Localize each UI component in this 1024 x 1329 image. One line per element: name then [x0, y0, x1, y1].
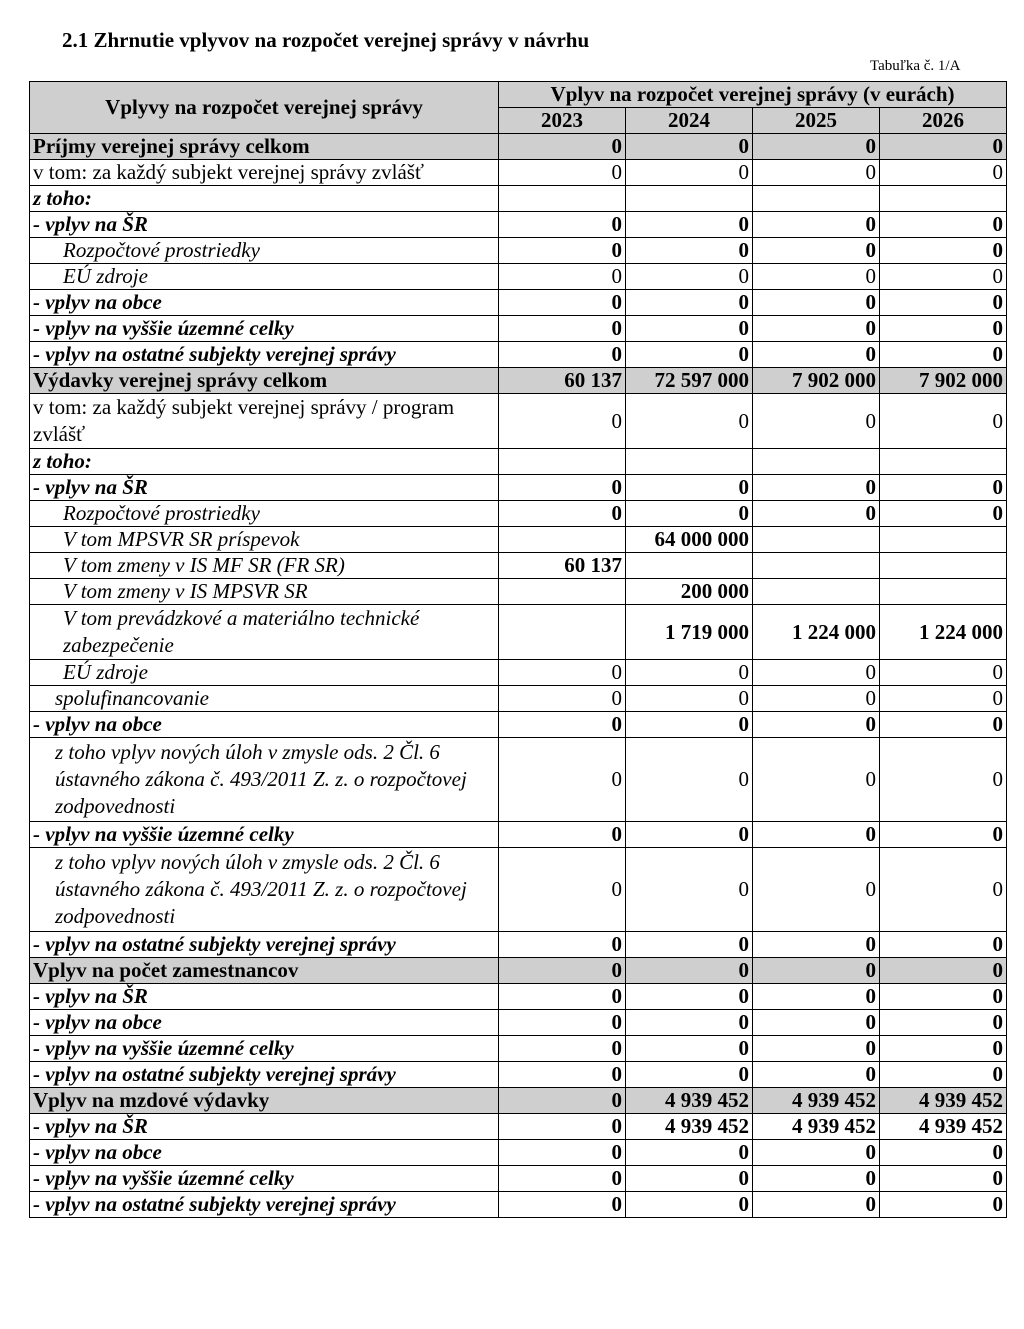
- value-cell: [753, 579, 880, 605]
- value-cell: 0: [499, 160, 626, 186]
- value-cell: 0: [626, 712, 753, 738]
- value-cell: [880, 449, 1007, 475]
- page-title: 2.1 Zhrnutie vplyvov na rozpočet verejnej správy v návrhu: [62, 28, 590, 52]
- row-label: spolufinancovanie: [30, 686, 499, 712]
- value-cell: 0: [626, 1010, 753, 1036]
- value-cell: 0: [499, 264, 626, 290]
- row-label: EÚ zdroje: [30, 264, 499, 290]
- table-row: [30, 1166, 1007, 1192]
- row-label: - vplyv na ostatné subjekty verejnej správy: [30, 1062, 499, 1088]
- value-cell: 0: [753, 712, 880, 738]
- value-cell: [753, 553, 880, 579]
- value-cell: 0: [753, 160, 880, 186]
- row-label: V tom zmeny v IS MPSVR SR: [30, 579, 499, 605]
- row-label: - vplyv na obce: [30, 290, 499, 316]
- value-cell: 0: [880, 712, 1007, 738]
- value-cell: 0: [626, 984, 753, 1010]
- value-cell: [626, 553, 753, 579]
- value-cell: 0: [753, 1192, 880, 1218]
- table-row: [30, 712, 1007, 738]
- value-cell: 0: [499, 212, 626, 238]
- value-cell: 0: [626, 238, 753, 264]
- value-cell: 0: [626, 134, 753, 160]
- table-row: [30, 212, 1007, 238]
- table-row: [30, 264, 1007, 290]
- row-label: V tom MPSVR SR príspevok: [30, 527, 499, 553]
- value-cell: 0: [753, 848, 880, 932]
- value-cell: 0: [880, 1192, 1007, 1218]
- value-cell: 0: [880, 958, 1007, 984]
- value-cell: 0: [880, 290, 1007, 316]
- row-label: - vplyv na ostatné subjekty verejnej správy: [30, 932, 499, 958]
- value-cell: 0: [626, 1140, 753, 1166]
- value-cell: [626, 186, 753, 212]
- value-cell: 0: [753, 290, 880, 316]
- value-cell: 0: [880, 822, 1007, 848]
- value-cell: 4 939 452: [626, 1088, 753, 1114]
- year-header: 2023: [499, 108, 626, 134]
- table-row: [30, 579, 1007, 605]
- row-label: - vplyv na vyššie územné celky: [30, 316, 499, 342]
- table-row: [30, 368, 1007, 394]
- value-cell: [499, 186, 626, 212]
- value-cell: 0: [753, 822, 880, 848]
- value-cell: 0: [499, 822, 626, 848]
- row-label: Vplyv na počet zamestnancov: [30, 958, 499, 984]
- table-row: [30, 984, 1007, 1010]
- value-cell: 0: [499, 134, 626, 160]
- value-cell: 0: [753, 316, 880, 342]
- row-label: - vplyv na obce: [30, 1010, 499, 1036]
- value-cell: 0: [626, 160, 753, 186]
- table-row: [30, 1010, 1007, 1036]
- table-row: [30, 553, 1007, 579]
- row-label: - vplyv na ŠR: [30, 475, 499, 501]
- value-cell: 0: [499, 1010, 626, 1036]
- value-cell: [880, 527, 1007, 553]
- value-cell: 4 939 452: [626, 1114, 753, 1140]
- value-cell: 1 719 000: [626, 605, 753, 660]
- value-cell: 0: [753, 475, 880, 501]
- value-cell: 0: [499, 290, 626, 316]
- table-row: [30, 394, 1007, 449]
- value-cell: 0: [753, 238, 880, 264]
- value-cell: 0: [880, 160, 1007, 186]
- value-cell: 0: [626, 660, 753, 686]
- value-cell: [753, 449, 880, 475]
- value-cell: 0: [753, 342, 880, 368]
- value-cell: 0: [880, 848, 1007, 932]
- value-cell: 0: [626, 932, 753, 958]
- value-cell: 0: [753, 501, 880, 527]
- value-cell: 60 137: [499, 368, 626, 394]
- value-cell: 0: [499, 848, 626, 932]
- table-row: [30, 686, 1007, 712]
- table-row: [30, 342, 1007, 368]
- value-cell: 0: [753, 1166, 880, 1192]
- value-cell: 0: [626, 342, 753, 368]
- row-label: - vplyv na ŠR: [30, 984, 499, 1010]
- table-row: [30, 527, 1007, 553]
- value-cell: 0: [626, 212, 753, 238]
- value-cell: 0: [499, 238, 626, 264]
- row-label: v tom: za každý subjekt verejnej správy zvlášť: [30, 160, 499, 186]
- value-cell: 0: [880, 475, 1007, 501]
- value-cell: 0: [626, 958, 753, 984]
- row-label: z toho vplyv nových úloh v zmysle ods. 2 Čl. 6 ústavného zákona č. 493/2011 Z. z. o rozpočtovej zodpovednosti: [30, 738, 499, 822]
- table-row: [30, 1036, 1007, 1062]
- year-header: 2025: [753, 108, 880, 134]
- table-row: [30, 238, 1007, 264]
- value-cell: 0: [626, 290, 753, 316]
- row-label: Výdavky verejnej správy celkom: [30, 368, 499, 394]
- value-cell: 0: [626, 394, 753, 449]
- value-cell: [880, 579, 1007, 605]
- table-row: [30, 660, 1007, 686]
- value-cell: [499, 579, 626, 605]
- budget-impact-table: [29, 81, 1007, 1218]
- value-cell: 0: [626, 1062, 753, 1088]
- table-row: [30, 848, 1007, 932]
- value-cell: 0: [499, 501, 626, 527]
- value-cell: 0: [499, 475, 626, 501]
- value-cell: [626, 449, 753, 475]
- table-number: Tabuľka č. 1/A: [870, 58, 961, 74]
- value-cell: 0: [626, 1192, 753, 1218]
- row-label: - vplyv na vyššie územné celky: [30, 822, 499, 848]
- value-cell: 0: [880, 1062, 1007, 1088]
- table-row: [30, 1062, 1007, 1088]
- value-cell: 0: [880, 1140, 1007, 1166]
- value-cell: 0: [499, 1192, 626, 1218]
- value-cell: 0: [626, 501, 753, 527]
- row-label: v tom: za každý subjekt verejnej správy / program zvlášť: [30, 394, 499, 449]
- value-cell: 0: [753, 134, 880, 160]
- table-row: [30, 932, 1007, 958]
- value-cell: 0: [626, 822, 753, 848]
- value-cell: 0: [626, 686, 753, 712]
- value-cell: 0: [753, 1140, 880, 1166]
- row-label: Vplyv na mzdové výdavky: [30, 1088, 499, 1114]
- value-cell: 0: [753, 1062, 880, 1088]
- table-row: [30, 134, 1007, 160]
- value-cell: 64 000 000: [626, 527, 753, 553]
- value-cell: [499, 605, 626, 660]
- value-cell: 0: [499, 932, 626, 958]
- row-label: z toho vplyv nových úloh v zmysle ods. 2 Čl. 6 ústavného zákona č. 493/2011 Z. z. o rozpočtovej zodpovednosti: [30, 848, 499, 932]
- value-cell: 0: [880, 501, 1007, 527]
- table-row: [30, 186, 1007, 212]
- value-cell: 4 939 452: [880, 1088, 1007, 1114]
- row-label: - vplyv na ŠR: [30, 212, 499, 238]
- value-cell: 0: [499, 1166, 626, 1192]
- value-cell: 0: [880, 1036, 1007, 1062]
- value-cell: 0: [499, 1036, 626, 1062]
- row-label: Rozpočtové prostriedky: [30, 501, 499, 527]
- value-cell: 0: [880, 238, 1007, 264]
- value-cell: 1 224 000: [880, 605, 1007, 660]
- row-label: EÚ zdroje: [30, 660, 499, 686]
- value-cell: [499, 449, 626, 475]
- value-cell: 0: [499, 1140, 626, 1166]
- row-label: - vplyv na vyššie územné celky: [30, 1036, 499, 1062]
- row-label: - vplyv na vyššie územné celky: [30, 1166, 499, 1192]
- value-cell: [753, 186, 880, 212]
- value-cell: 0: [499, 738, 626, 822]
- table-row: [30, 160, 1007, 186]
- value-cell: 0: [880, 686, 1007, 712]
- row-label: Rozpočtové prostriedky: [30, 238, 499, 264]
- value-cell: 0: [499, 394, 626, 449]
- value-cell: 0: [880, 342, 1007, 368]
- value-cell: 0: [499, 342, 626, 368]
- value-cell: 0: [499, 686, 626, 712]
- value-cell: 0: [499, 984, 626, 1010]
- value-cell: 7 902 000: [753, 368, 880, 394]
- value-cell: 60 137: [499, 553, 626, 579]
- table-row: [30, 738, 1007, 822]
- table-row: [30, 1140, 1007, 1166]
- value-cell: 7 902 000: [880, 368, 1007, 394]
- row-label: z toho:: [30, 449, 499, 475]
- value-cell: 0: [880, 738, 1007, 822]
- column-group-header: Vplyv na rozpočet verejnej správy (v eurách): [499, 82, 1007, 108]
- row-label: - vplyv na ostatné subjekty verejnej správy: [30, 342, 499, 368]
- value-cell: 4 939 452: [880, 1114, 1007, 1140]
- value-cell: 0: [753, 958, 880, 984]
- value-cell: 0: [499, 1088, 626, 1114]
- table-row: [30, 290, 1007, 316]
- value-cell: 1 224 000: [753, 605, 880, 660]
- value-cell: 0: [753, 984, 880, 1010]
- table-row: [30, 316, 1007, 342]
- value-cell: 0: [880, 932, 1007, 958]
- row-label: - vplyv na obce: [30, 712, 499, 738]
- value-cell: 0: [753, 264, 880, 290]
- value-cell: 0: [753, 212, 880, 238]
- value-cell: 0: [499, 1114, 626, 1140]
- value-cell: [880, 186, 1007, 212]
- value-cell: 0: [499, 712, 626, 738]
- table-row: [30, 1192, 1007, 1218]
- value-cell: 0: [880, 660, 1007, 686]
- row-label: V tom prevádzkové a materiálno technické zabezpečenie: [30, 605, 499, 660]
- value-cell: 0: [880, 394, 1007, 449]
- value-cell: 0: [499, 1062, 626, 1088]
- value-cell: 0: [626, 316, 753, 342]
- value-cell: 0: [753, 394, 880, 449]
- row-label: - vplyv na ŠR: [30, 1114, 499, 1140]
- value-cell: 0: [499, 958, 626, 984]
- value-cell: 0: [753, 932, 880, 958]
- table-row: [30, 449, 1007, 475]
- table-row: [30, 822, 1007, 848]
- value-cell: 0: [499, 316, 626, 342]
- table-row: [30, 1114, 1007, 1140]
- value-cell: 0: [880, 1010, 1007, 1036]
- value-cell: 0: [753, 1010, 880, 1036]
- value-cell: 0: [753, 738, 880, 822]
- value-cell: [753, 527, 880, 553]
- value-cell: [880, 553, 1007, 579]
- value-cell: 200 000: [626, 579, 753, 605]
- row-label: z toho:: [30, 186, 499, 212]
- value-cell: 0: [626, 1166, 753, 1192]
- value-cell: 4 939 452: [753, 1114, 880, 1140]
- value-cell: 0: [880, 212, 1007, 238]
- value-cell: 0: [626, 475, 753, 501]
- value-cell: 0: [880, 316, 1007, 342]
- table-row: [30, 475, 1007, 501]
- value-cell: 0: [753, 686, 880, 712]
- table-row: [30, 1088, 1007, 1114]
- table-row: [30, 501, 1007, 527]
- value-cell: 0: [626, 264, 753, 290]
- year-header: 2024: [626, 108, 753, 134]
- value-cell: [499, 527, 626, 553]
- value-cell: 0: [880, 1166, 1007, 1192]
- value-cell: 0: [499, 660, 626, 686]
- value-cell: 72 597 000: [626, 368, 753, 394]
- value-cell: 0: [880, 134, 1007, 160]
- row-label: - vplyv na obce: [30, 1140, 499, 1166]
- value-cell: 0: [626, 1036, 753, 1062]
- value-cell: 0: [626, 738, 753, 822]
- value-cell: 4 939 452: [753, 1088, 880, 1114]
- value-cell: 0: [753, 660, 880, 686]
- table-row: [30, 958, 1007, 984]
- row-label: V tom zmeny v IS MF SR (FR SR): [30, 553, 499, 579]
- value-cell: 0: [880, 984, 1007, 1010]
- table-row: [30, 605, 1007, 660]
- row-label: - vplyv na ostatné subjekty verejnej správy: [30, 1192, 499, 1218]
- value-cell: 0: [880, 264, 1007, 290]
- year-header: 2026: [880, 108, 1007, 134]
- column-header-impacts: Vplyvy na rozpočet verejnej správy: [30, 82, 499, 134]
- row-label: Príjmy verejnej správy celkom: [30, 134, 499, 160]
- value-cell: 0: [626, 848, 753, 932]
- value-cell: 0: [753, 1036, 880, 1062]
